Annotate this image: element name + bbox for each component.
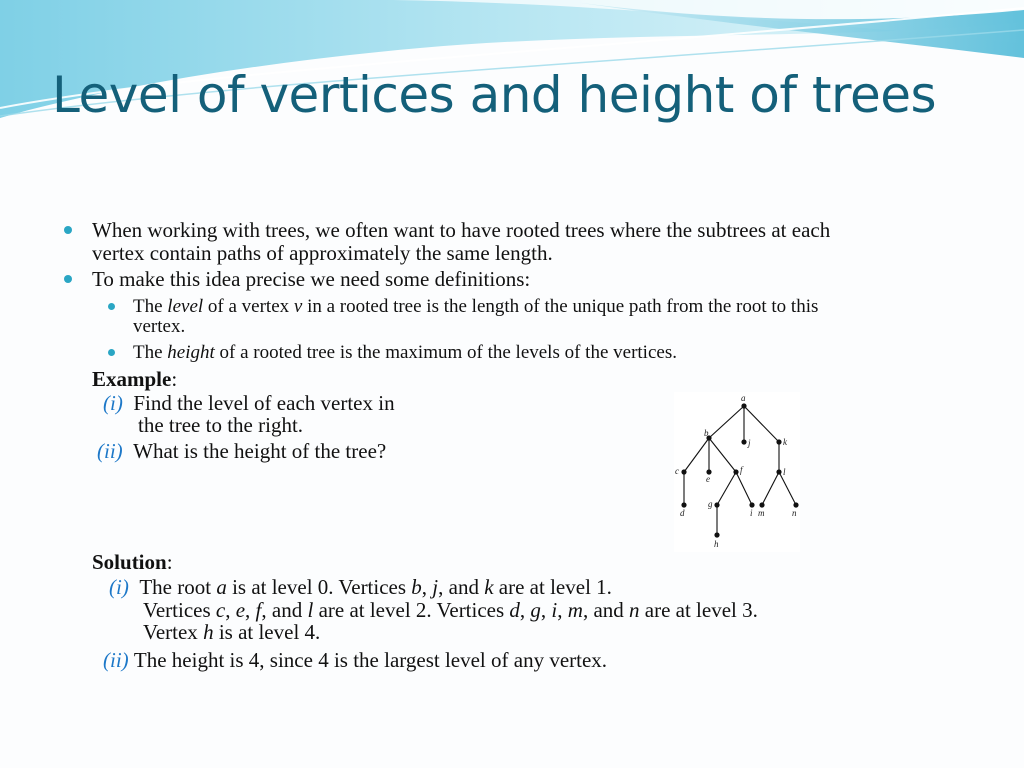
- example-item-2-number: (ii): [97, 439, 123, 463]
- vertex-k: [776, 439, 781, 444]
- label-l: l: [783, 467, 786, 477]
- sol-i-2-t5: ,: [519, 598, 531, 622]
- sub-bullet-icon: [108, 303, 115, 310]
- rooted-tree-figure: [674, 392, 800, 552]
- solution-i-line-3: [143, 621, 320, 644]
- sub-bullet-2-post: of a rooted tree is the maximum of the levels of the vertices.: [214, 342, 677, 363]
- sol-i-1-v-j: j: [432, 575, 439, 599]
- bullet-icon: [64, 275, 72, 283]
- example-item-2-text: What is the height of the tree?: [133, 439, 387, 463]
- sol-i-2-t1: ,: [225, 598, 236, 622]
- sub-bullet-1-line-2: vertex.: [133, 316, 186, 337]
- sol-i-1-t3: , and: [438, 575, 485, 599]
- example-colon: :: [171, 367, 178, 391]
- label-n: n: [792, 508, 797, 518]
- sub-bullet-1-line-1: [133, 297, 818, 317]
- vertex-f: [733, 469, 738, 474]
- sub-bullet-1-var: v: [293, 296, 303, 317]
- bullet-1-line-2: vertex contain paths of approximately the same length.: [92, 241, 553, 265]
- vertex-i: [749, 502, 754, 507]
- page-title: Level of vertices and height of trees: [52, 66, 937, 124]
- sub-bullet-2-pre: The: [133, 342, 168, 363]
- sol-i-2-v-f: f: [255, 598, 262, 622]
- sol-i-2-v-l: l: [307, 598, 314, 622]
- sol-i-2-v-n: n: [629, 598, 640, 622]
- label-m: m: [758, 508, 765, 518]
- sol-i-3-t1: is at level 4.: [213, 620, 321, 644]
- vertex-c: [681, 469, 686, 474]
- solution-ii-text: The height is 4, since 4 is the largest level of any vertex.: [133, 648, 608, 672]
- vertex-j: [741, 439, 746, 444]
- solution-label: Solution: [92, 550, 167, 574]
- label-h: h: [714, 539, 719, 549]
- sol-i-2-v-e: e: [235, 598, 246, 622]
- sol-i-2-t3: , and: [261, 598, 308, 622]
- example-item-1-line-2: the tree to the right.: [138, 413, 304, 437]
- label-j: j: [748, 438, 751, 448]
- label-i: i: [750, 508, 753, 518]
- label-b: b: [704, 428, 709, 438]
- sol-i-1-t2: ,: [421, 575, 433, 599]
- solution-i-number: (i): [109, 575, 129, 599]
- sol-i-1-v-a: a: [216, 575, 227, 599]
- solution-i-line-1: [109, 576, 612, 599]
- sub-bullet-2-line-1: [133, 343, 677, 363]
- label-k: k: [783, 437, 787, 447]
- sol-i-2-t6: ,: [540, 598, 552, 622]
- label-f: f: [740, 465, 743, 475]
- sub-bullet-1-term: level: [167, 296, 204, 317]
- example-item-1-line-1: [103, 392, 395, 415]
- solution-i-line-2: [143, 599, 758, 622]
- solution-heading: [92, 551, 173, 574]
- sol-i-2-t8: , and: [582, 598, 630, 622]
- bullet-2-line-1: To make this idea precise we need some definitions:: [92, 267, 531, 291]
- solution-colon: :: [166, 550, 173, 574]
- sub-bullet-1-mid: of a vertex: [203, 296, 294, 317]
- sol-i-2-t4: are at level 2. Vertices: [313, 598, 510, 622]
- vertex-d: [681, 502, 686, 507]
- sol-i-2-t9: are at level 3.: [639, 598, 758, 622]
- example-heading: [92, 368, 177, 391]
- bullet-icon: [64, 226, 72, 234]
- sub-bullet-1-post: in a rooted tree is the length of the unique path from the root to this: [302, 296, 819, 317]
- sol-i-1-v-b: b: [411, 575, 422, 599]
- vertex-h: [714, 532, 719, 537]
- sol-i-3-v-h: h: [203, 620, 214, 644]
- label-d: d: [680, 508, 685, 518]
- example-item-1-number: (i): [103, 391, 123, 415]
- sol-i-1-t1: is at level 0. Vertices: [226, 575, 412, 599]
- label-c: c: [675, 466, 679, 476]
- sol-i-2-t0: Vertices: [143, 598, 216, 622]
- example-label: Example: [92, 367, 172, 391]
- sol-i-1-t4: are at level 1.: [493, 575, 612, 599]
- sol-i-2-v-c: c: [215, 598, 226, 622]
- sol-i-2-v-d: d: [509, 598, 520, 622]
- sol-i-1-t0: The root: [139, 575, 217, 599]
- vertex-n: [793, 502, 798, 507]
- sol-i-2-v-i: i: [551, 598, 558, 622]
- sub-bullet-icon: [108, 349, 115, 356]
- vertex-m: [759, 502, 764, 507]
- sub-bullet-2-term: height: [167, 342, 215, 363]
- solution-ii-line: [103, 649, 607, 672]
- vertex-l: [776, 469, 781, 474]
- vertex-g: [714, 502, 719, 507]
- bullet-1-line-1: When working with trees, we often want to have rooted trees where the subtrees at each: [92, 218, 831, 242]
- example-item-1-text: Find the level of each vertex in: [133, 391, 395, 415]
- solution-ii-number: (ii): [103, 648, 129, 672]
- rooted-tree-diagram: [674, 392, 800, 552]
- label-e: e: [706, 474, 710, 484]
- vertex-a: [741, 403, 746, 408]
- sol-i-2-t7: ,: [557, 598, 568, 622]
- sol-i-1-v-k: k: [484, 575, 494, 599]
- example-item-2-line-1: [97, 440, 386, 463]
- sol-i-2-t2: ,: [245, 598, 256, 622]
- label-g: g: [708, 499, 713, 509]
- sol-i-3-t0: Vertex: [143, 620, 204, 644]
- sol-i-2-v-m: m: [567, 598, 583, 622]
- sol-i-2-v-g: g: [530, 598, 541, 622]
- label-a: a: [741, 393, 746, 403]
- sub-bullet-1-pre: The: [133, 296, 168, 317]
